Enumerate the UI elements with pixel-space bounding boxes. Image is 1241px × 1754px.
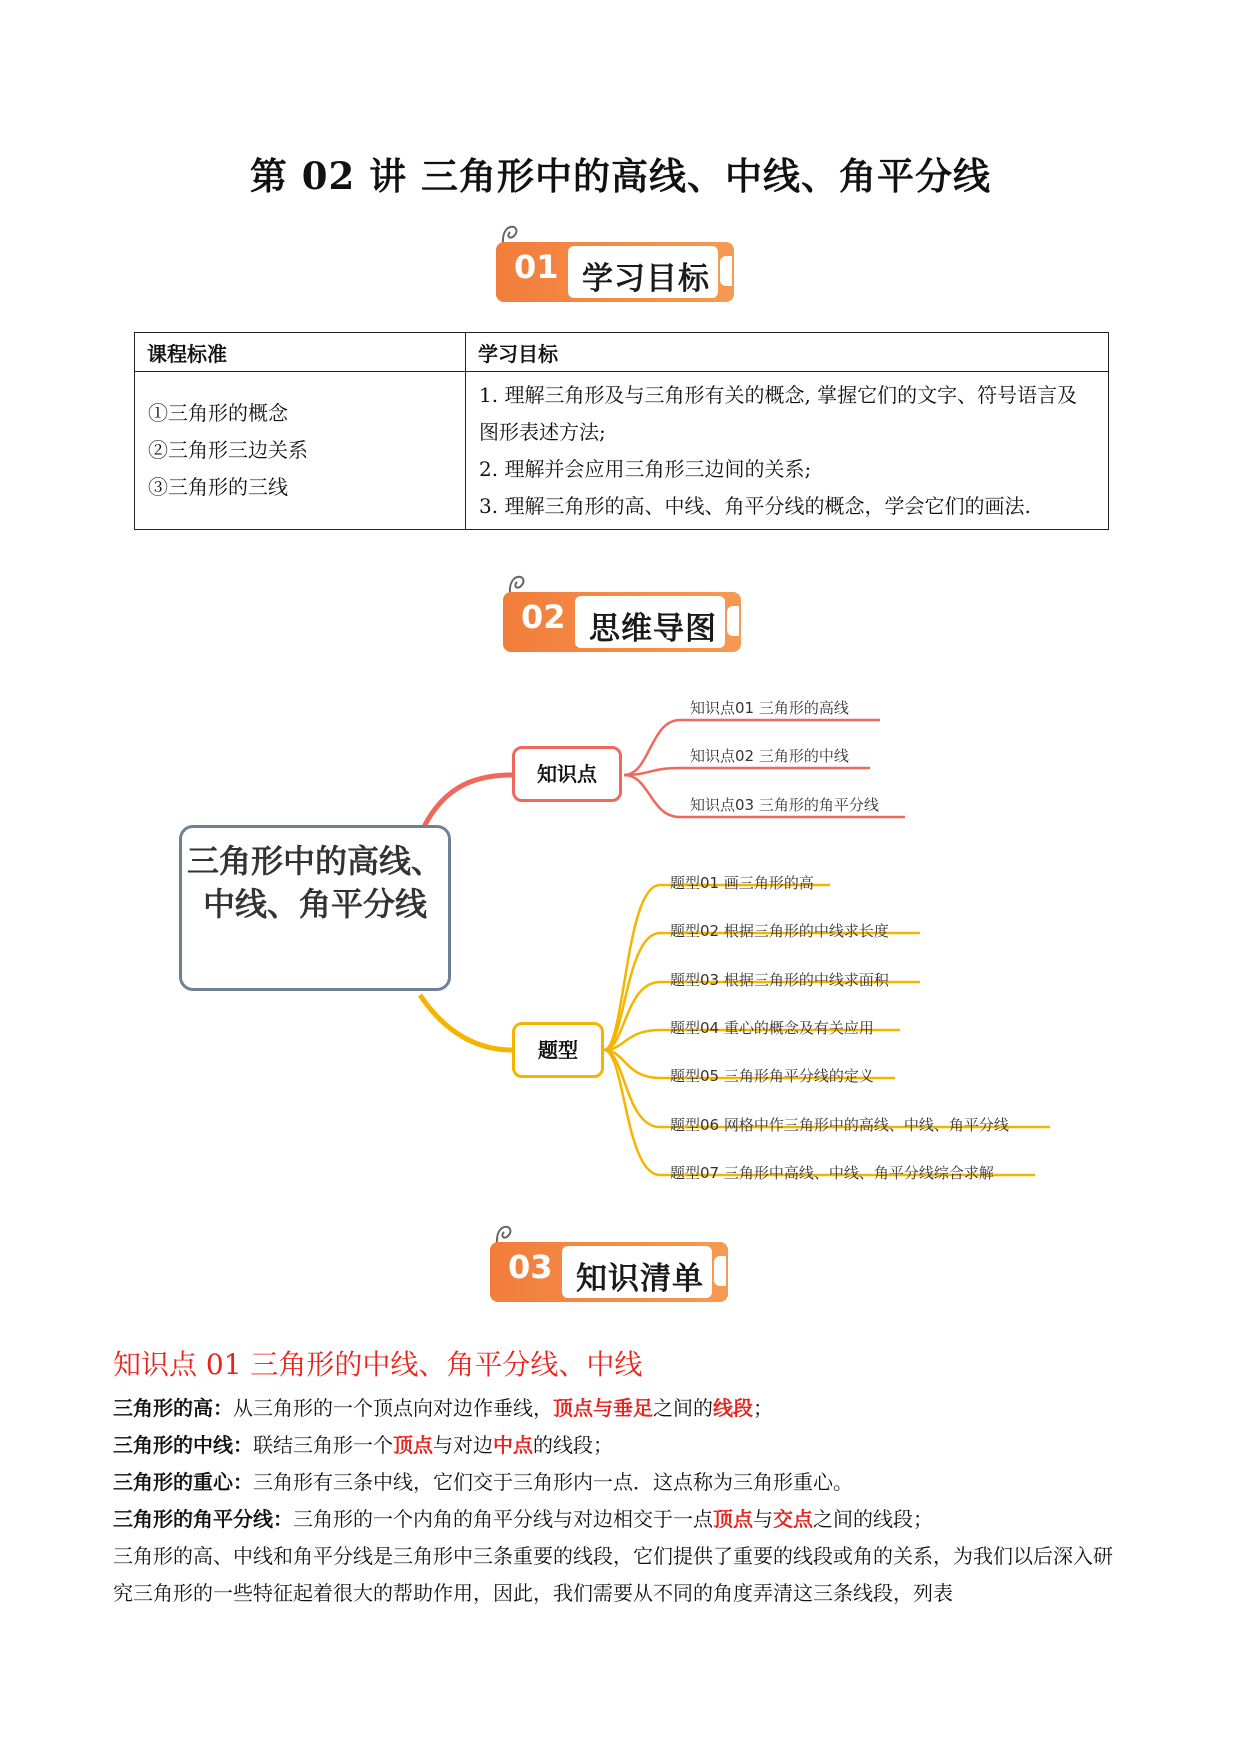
banner-label: 学习目标 xyxy=(582,261,710,297)
standard-item: ③三角形的三线 xyxy=(148,475,288,499)
knowledge-point-heading: 知识点 01 三角形的中线、角平分线、中线 xyxy=(113,1348,643,1381)
learning-goals-table xyxy=(134,332,1109,530)
section-banner-mind-map xyxy=(503,572,753,654)
mind-map-type-item: 题型06 网格中作三角形中的高线、中线、角平分线 xyxy=(670,1116,1009,1134)
mind-map-type-item: 题型02 根据三角形的中线求长度 xyxy=(670,922,889,940)
mind-map-branch-knowledge: 知识点 xyxy=(512,746,622,802)
banner-number: 03 xyxy=(508,1248,553,1286)
mind-map-branch-types: 题型 xyxy=(512,1022,604,1078)
objective-item: 2. 理解并会应用三角形三边间的关系; xyxy=(479,456,812,481)
table-header-standard: 课程标准 xyxy=(135,333,466,372)
section-banner-knowledge-list xyxy=(490,1222,740,1304)
standard-item: ①三角形的概念 xyxy=(148,401,288,425)
objectives-cell xyxy=(466,372,1109,530)
mind-map-type-item: 题型07 三角形中高线、中线、角平分线综合求解 xyxy=(670,1164,994,1182)
definition-median: 三角形的中线：联结三角形一个顶点与对边中点的线段； xyxy=(113,1433,613,1457)
summary-paragraph: 三角形的高、中线和角平分线是三角形中三条重要的线段，它们提供了重要的线段或角的关系，为我们以后深入研究三角形的一些特征起着很大的帮助作用，因此，我们需要从不同的角度弄清这三条线段，列表 xyxy=(113,1544,1113,1605)
definition-centroid: 三角形的重心：三角形有三条中线，它们交于三角形内一点．这点称为三角形重心。 xyxy=(113,1470,853,1494)
mind-map-knowledge-item: 知识点02 三角形的中线 xyxy=(690,747,849,765)
section-banner-learning-goals xyxy=(496,222,746,304)
document-title: 第 02 讲 三角形中的高线、中线、角平分线 xyxy=(249,154,992,198)
mind-map-type-item: 题型05 三角形角平分线的定义 xyxy=(670,1067,874,1085)
standards-cell xyxy=(135,372,466,530)
mind-map-root: 三角形中的高线、中线、角平分线 xyxy=(179,825,451,991)
mind-map-type-item: 题型03 根据三角形的中线求面积 xyxy=(670,971,889,989)
mind-map-knowledge-item: 知识点01 三角形的高线 xyxy=(690,699,849,717)
mind-map-knowledge-item: 知识点03 三角形的角平分线 xyxy=(690,796,879,814)
mind-map-type-item: 题型01 画三角形的高 xyxy=(670,874,814,892)
banner-label: 知识清单 xyxy=(576,1261,704,1297)
definition-angle-bisector: 三角形的角平分线：三角形的一个内角的角平分线与对边相交于一点顶点与交点之间的线段； xyxy=(113,1507,933,1531)
table-header-objective: 学习目标 xyxy=(466,333,1109,372)
banner-label: 思维导图 xyxy=(589,611,717,647)
objective-item: 1. 理解三角形及与三角形有关的概念, 掌握它们的文字、符号语言及图形表述方法; xyxy=(479,382,1078,444)
banner-number: 02 xyxy=(521,598,566,636)
standard-item: ②三角形三边关系 xyxy=(148,438,308,462)
objective-item: 3. 理解三角形的高、中线、角平分线的概念，学会它们的画法. xyxy=(479,493,1031,518)
banner-number: 01 xyxy=(514,248,559,286)
mind-map-type-item: 题型04 重心的概念及有关应用 xyxy=(670,1019,874,1037)
definition-altitude: 三角形的高：从三角形的一个顶点向对边作垂线，顶点与垂足之间的线段； xyxy=(113,1396,773,1420)
